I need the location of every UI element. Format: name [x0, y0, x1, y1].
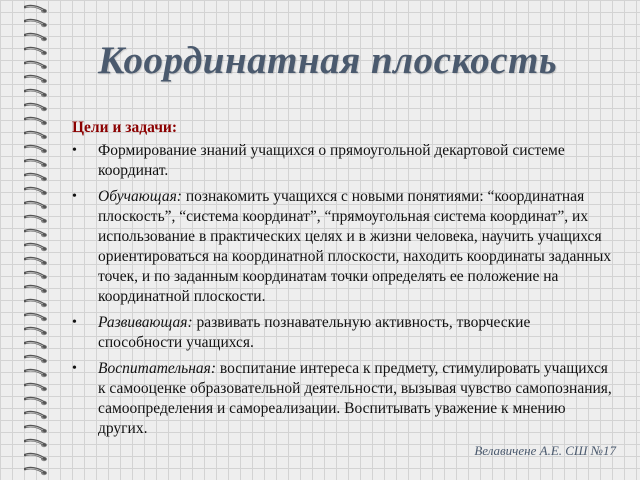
- goal-item-educational: [72, 359, 612, 439]
- spiral-ring-icon: [24, 382, 50, 394]
- spiral-ring-icon: [24, 312, 50, 324]
- goal-lead: Развивающая:: [98, 314, 193, 331]
- slide-title: Координатная плоскость: [98, 39, 558, 82]
- section-title: Цели и задачи:: [72, 119, 178, 136]
- spiral-ring-icon: [24, 46, 50, 58]
- spiral-ring-icon: [24, 116, 50, 128]
- spiral-ring-icon: [24, 32, 50, 44]
- spiral-ring-icon: [24, 298, 50, 310]
- spiral-ring-icon: [24, 256, 50, 268]
- bullet-icon: •: [72, 143, 77, 158]
- spiral-ring-icon: [24, 466, 50, 478]
- spiral-ring-icon: [24, 74, 50, 86]
- spiral-ring-icon: [24, 144, 50, 156]
- spiral-ring-icon: [24, 130, 50, 142]
- spiral-ring-icon: [24, 200, 50, 212]
- spiral-ring-icon: [24, 172, 50, 184]
- goal-text: познакомить учащихся с новыми понятиями: “координатная плоскость”, “система координат”, “прямоугольная система координат”, их использование в практических целях и в жизни человека, научить учащихся ориентироваться на координатной плоскости, находить координаты заданных точек, и по заданным координатам точки определять ее положение на координатной плоскости.: [98, 188, 612, 305]
- spiral-ring-icon: [24, 438, 50, 450]
- spiral-ring-icon: [24, 368, 50, 380]
- spiral-ring-icon: [24, 424, 50, 436]
- notebook-spiral-binding: [0, 0, 58, 480]
- spiral-ring-icon: [24, 214, 50, 226]
- spiral-ring-icon: [24, 4, 50, 16]
- bullet-icon: •: [72, 361, 77, 376]
- slide-content: [72, 118, 612, 445]
- spiral-ring-icon: [24, 410, 50, 422]
- spiral-ring-icon: [24, 354, 50, 366]
- spiral-ring-icon: [24, 60, 50, 72]
- goal-text: воспитание интереса к предмету, стимулировать учащихся к самооценке образовательной деятельности, вызывая чувство самопознания, самоопределения и самореализации. Воспитывать уважение к мнению других.: [98, 360, 612, 437]
- spiral-ring-icon: [24, 158, 50, 170]
- spiral-ring-icon: [24, 186, 50, 198]
- spiral-ring-icon: [24, 284, 50, 296]
- bullet-icon: •: [72, 189, 77, 204]
- bullet-icon: •: [72, 315, 77, 330]
- spiral-ring-icon: [24, 102, 50, 114]
- spiral-ring-icon: [24, 326, 50, 338]
- spiral-ring-icon: [24, 228, 50, 240]
- spiral-ring-icon: [24, 18, 50, 30]
- goal-item-general: [72, 141, 612, 181]
- spiral-ring-icon: [24, 452, 50, 464]
- goals-list: [72, 141, 612, 439]
- spiral-ring-icon: [24, 270, 50, 282]
- slide-footer-author: Велавичене А.Е. СШ №17: [474, 443, 616, 458]
- goal-lead: Воспитательная:: [98, 360, 217, 377]
- spiral-ring-icon: [24, 88, 50, 100]
- spiral-ring-icon: [24, 340, 50, 352]
- spiral-ring-icon: [24, 242, 50, 254]
- spiral-ring-icon: [24, 396, 50, 408]
- goal-text: Формирование знаний учащихся о прямоугольной декартовой системе координат.: [98, 142, 565, 179]
- goal-item-developing: [72, 313, 612, 353]
- goal-item-teaching: [72, 187, 612, 307]
- goal-lead: Обучающая:: [98, 188, 182, 205]
- goal-text: развивать познавательную активность, творческие способности учащихся.: [98, 314, 531, 351]
